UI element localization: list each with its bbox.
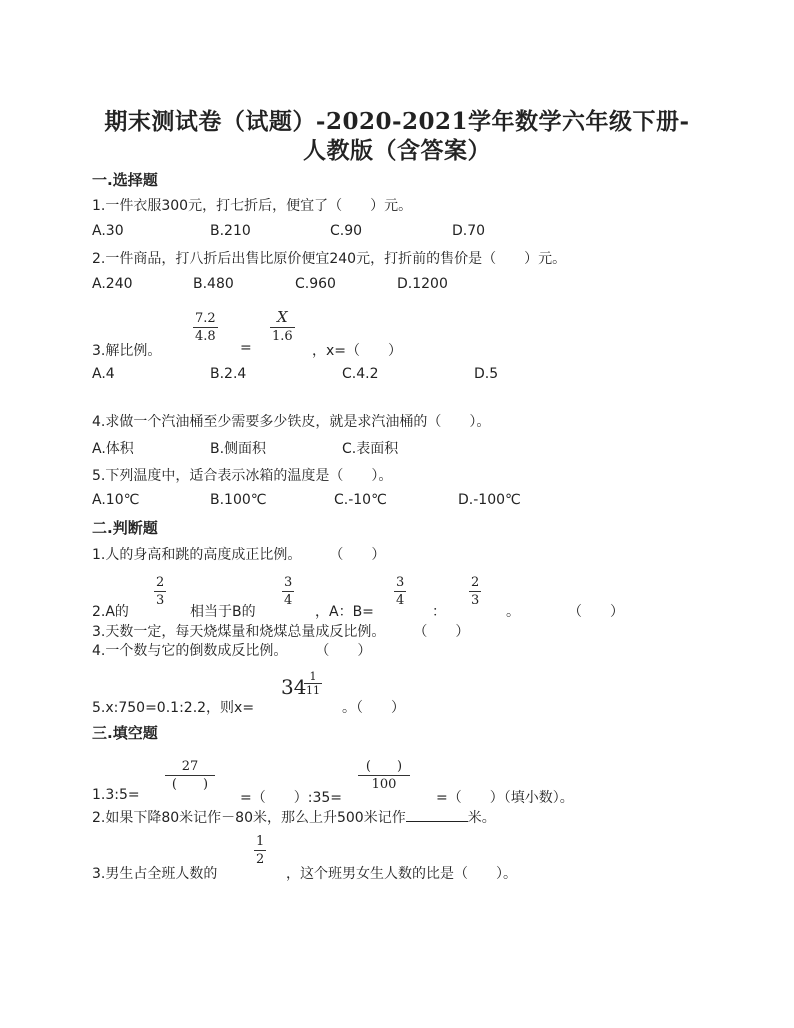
fraction-27-over-blank <box>165 760 215 791</box>
option-c: C.960 <box>295 276 336 292</box>
section-heading-judgement: 二.判断题 <box>92 519 158 537</box>
fraction-numerator: 1 <box>309 670 317 683</box>
option-b: B.100℃ <box>210 492 267 508</box>
question-3-1-end: =（ ）（填小数）。 <box>436 790 574 806</box>
fraction-blank-over-100 <box>358 760 410 791</box>
question-3-2 <box>92 807 496 827</box>
section-heading-choice: 一.选择题 <box>92 171 158 189</box>
option-a: A.30 <box>92 223 124 239</box>
question-1-2: 2.一件商品，打八折后出售比原价便宜240元，打折前的售价是（ ）元。 <box>92 251 567 267</box>
fraction-numerator: 3 <box>284 575 293 590</box>
question-1-5: 5.下列温度中，适合表示冰箱的温度是（ ）。 <box>92 468 393 484</box>
ratio-colon: ： <box>432 604 446 620</box>
option-b: B.480 <box>193 276 234 292</box>
question-2-5-prefix: 5.x:750=0.1:2.2，则x= <box>92 700 255 716</box>
fraction-3-over-4 <box>394 576 406 607</box>
fraction-numerator: 2 <box>156 575 165 590</box>
question-3-3-suffix: ，这个班男女生人数的比是（ ）。 <box>286 866 517 882</box>
option-c: C.表面积 <box>342 441 399 457</box>
fraction-denominator: 100 <box>371 777 397 792</box>
fraction-numerator: 1 <box>256 834 265 849</box>
option-a: A.10℃ <box>92 492 140 508</box>
fraction-numerator: X <box>277 308 288 326</box>
option-a: A.240 <box>92 276 133 292</box>
option-b: B.侧面积 <box>210 441 267 457</box>
fraction-3-over-4 <box>282 576 294 607</box>
option-c: C.-10℃ <box>334 492 387 508</box>
option-c: C.90 <box>330 223 363 239</box>
fraction-x-over-1.6 <box>270 310 295 343</box>
question-1-3-prefix: 3.解比例。 <box>92 343 162 359</box>
question-2-2-part-b: 相当于B的 <box>190 604 256 620</box>
answer-paren: （ ） <box>568 604 624 620</box>
option-b: B.210 <box>210 223 251 239</box>
fraction-denominator: 3 <box>471 593 480 608</box>
fraction-denominator: 4 <box>284 593 293 608</box>
question-1-1: 1.一件衣服300元，打七折后，便宜了（ ）元。 <box>92 198 413 214</box>
fraction-numerator: 27 <box>181 759 199 774</box>
question-3-2-suffix: 米。 <box>467 810 496 826</box>
option-d: D.1200 <box>397 276 448 292</box>
fraction-denominator: 4.8 <box>195 329 216 344</box>
page-title-line2: 人教版（含答案） <box>303 137 491 164</box>
option-d: D.5 <box>474 366 499 382</box>
fraction-denominator: ( ) <box>171 777 209 792</box>
fraction-numerator: 2 <box>471 575 480 590</box>
question-3-1-prefix: 1.3:5= <box>92 787 140 803</box>
fraction-2-over-3 <box>154 576 166 607</box>
mixed-number-whole: 34 <box>281 675 307 699</box>
fraction-2-over-3 <box>469 576 481 607</box>
page-title-line1: 期末测试卷（试题）-2020-2021学年数学六年级下册- <box>104 108 690 135</box>
option-d: D.-100℃ <box>458 492 521 508</box>
fraction-denominator: 11 <box>306 684 320 697</box>
fraction-denominator: 2 <box>256 852 265 867</box>
fraction-denominator: 4 <box>396 593 405 608</box>
option-b: B.2.4 <box>210 366 247 382</box>
option-c: C.4.2 <box>342 366 379 382</box>
option-d: D.70 <box>452 223 486 239</box>
question-3-2-prefix: 2.如果下降80米记作－80米，那么上升500米记作 <box>92 810 406 826</box>
question-2-2-part-a: 2.A的 <box>92 604 129 620</box>
question-1-3-suffix: ，x=（ ） <box>312 343 403 359</box>
option-a: A.体积 <box>92 441 134 457</box>
fraction-1-over-2 <box>254 835 266 866</box>
fraction-7.2-over-4.8 <box>193 312 218 343</box>
option-a: A.4 <box>92 366 115 382</box>
question-2-2-part-c: ，A：B= <box>315 604 374 620</box>
question-2-1: 1.人的身高和跳的高度成正比例。 （ ） <box>92 547 386 563</box>
fraction-numerator: 3 <box>396 575 405 590</box>
question-3-3-prefix: 3.男生占全班人数的 <box>92 866 218 882</box>
question-2-5-suffix: 。（ ） <box>342 700 405 716</box>
mixed-number-fraction <box>304 671 322 696</box>
fraction-numerator: ( ) <box>365 759 403 774</box>
question-1-4: 4.求做一个汽油桶至少需要多少铁皮，就是求汽油桶的（ ）。 <box>92 414 491 430</box>
question-2-4: 4.一个数与它的倒数成反比例。 （ ） <box>92 643 372 659</box>
section-heading-fill: 三.填空题 <box>92 724 158 742</box>
fraction-denominator: 1.6 <box>272 329 293 344</box>
question-2-2-end: 。 <box>506 604 520 620</box>
equals-sign: = <box>240 340 252 356</box>
question-3-1-middle: =（ ）:35= <box>240 790 342 806</box>
question-2-3: 3.天数一定，每天烧煤量和烧煤总量成反比例。 （ ） <box>92 624 470 640</box>
fraction-numerator: 7.2 <box>195 311 216 326</box>
answer-blank-line <box>406 809 468 822</box>
fraction-denominator: 3 <box>156 593 165 608</box>
